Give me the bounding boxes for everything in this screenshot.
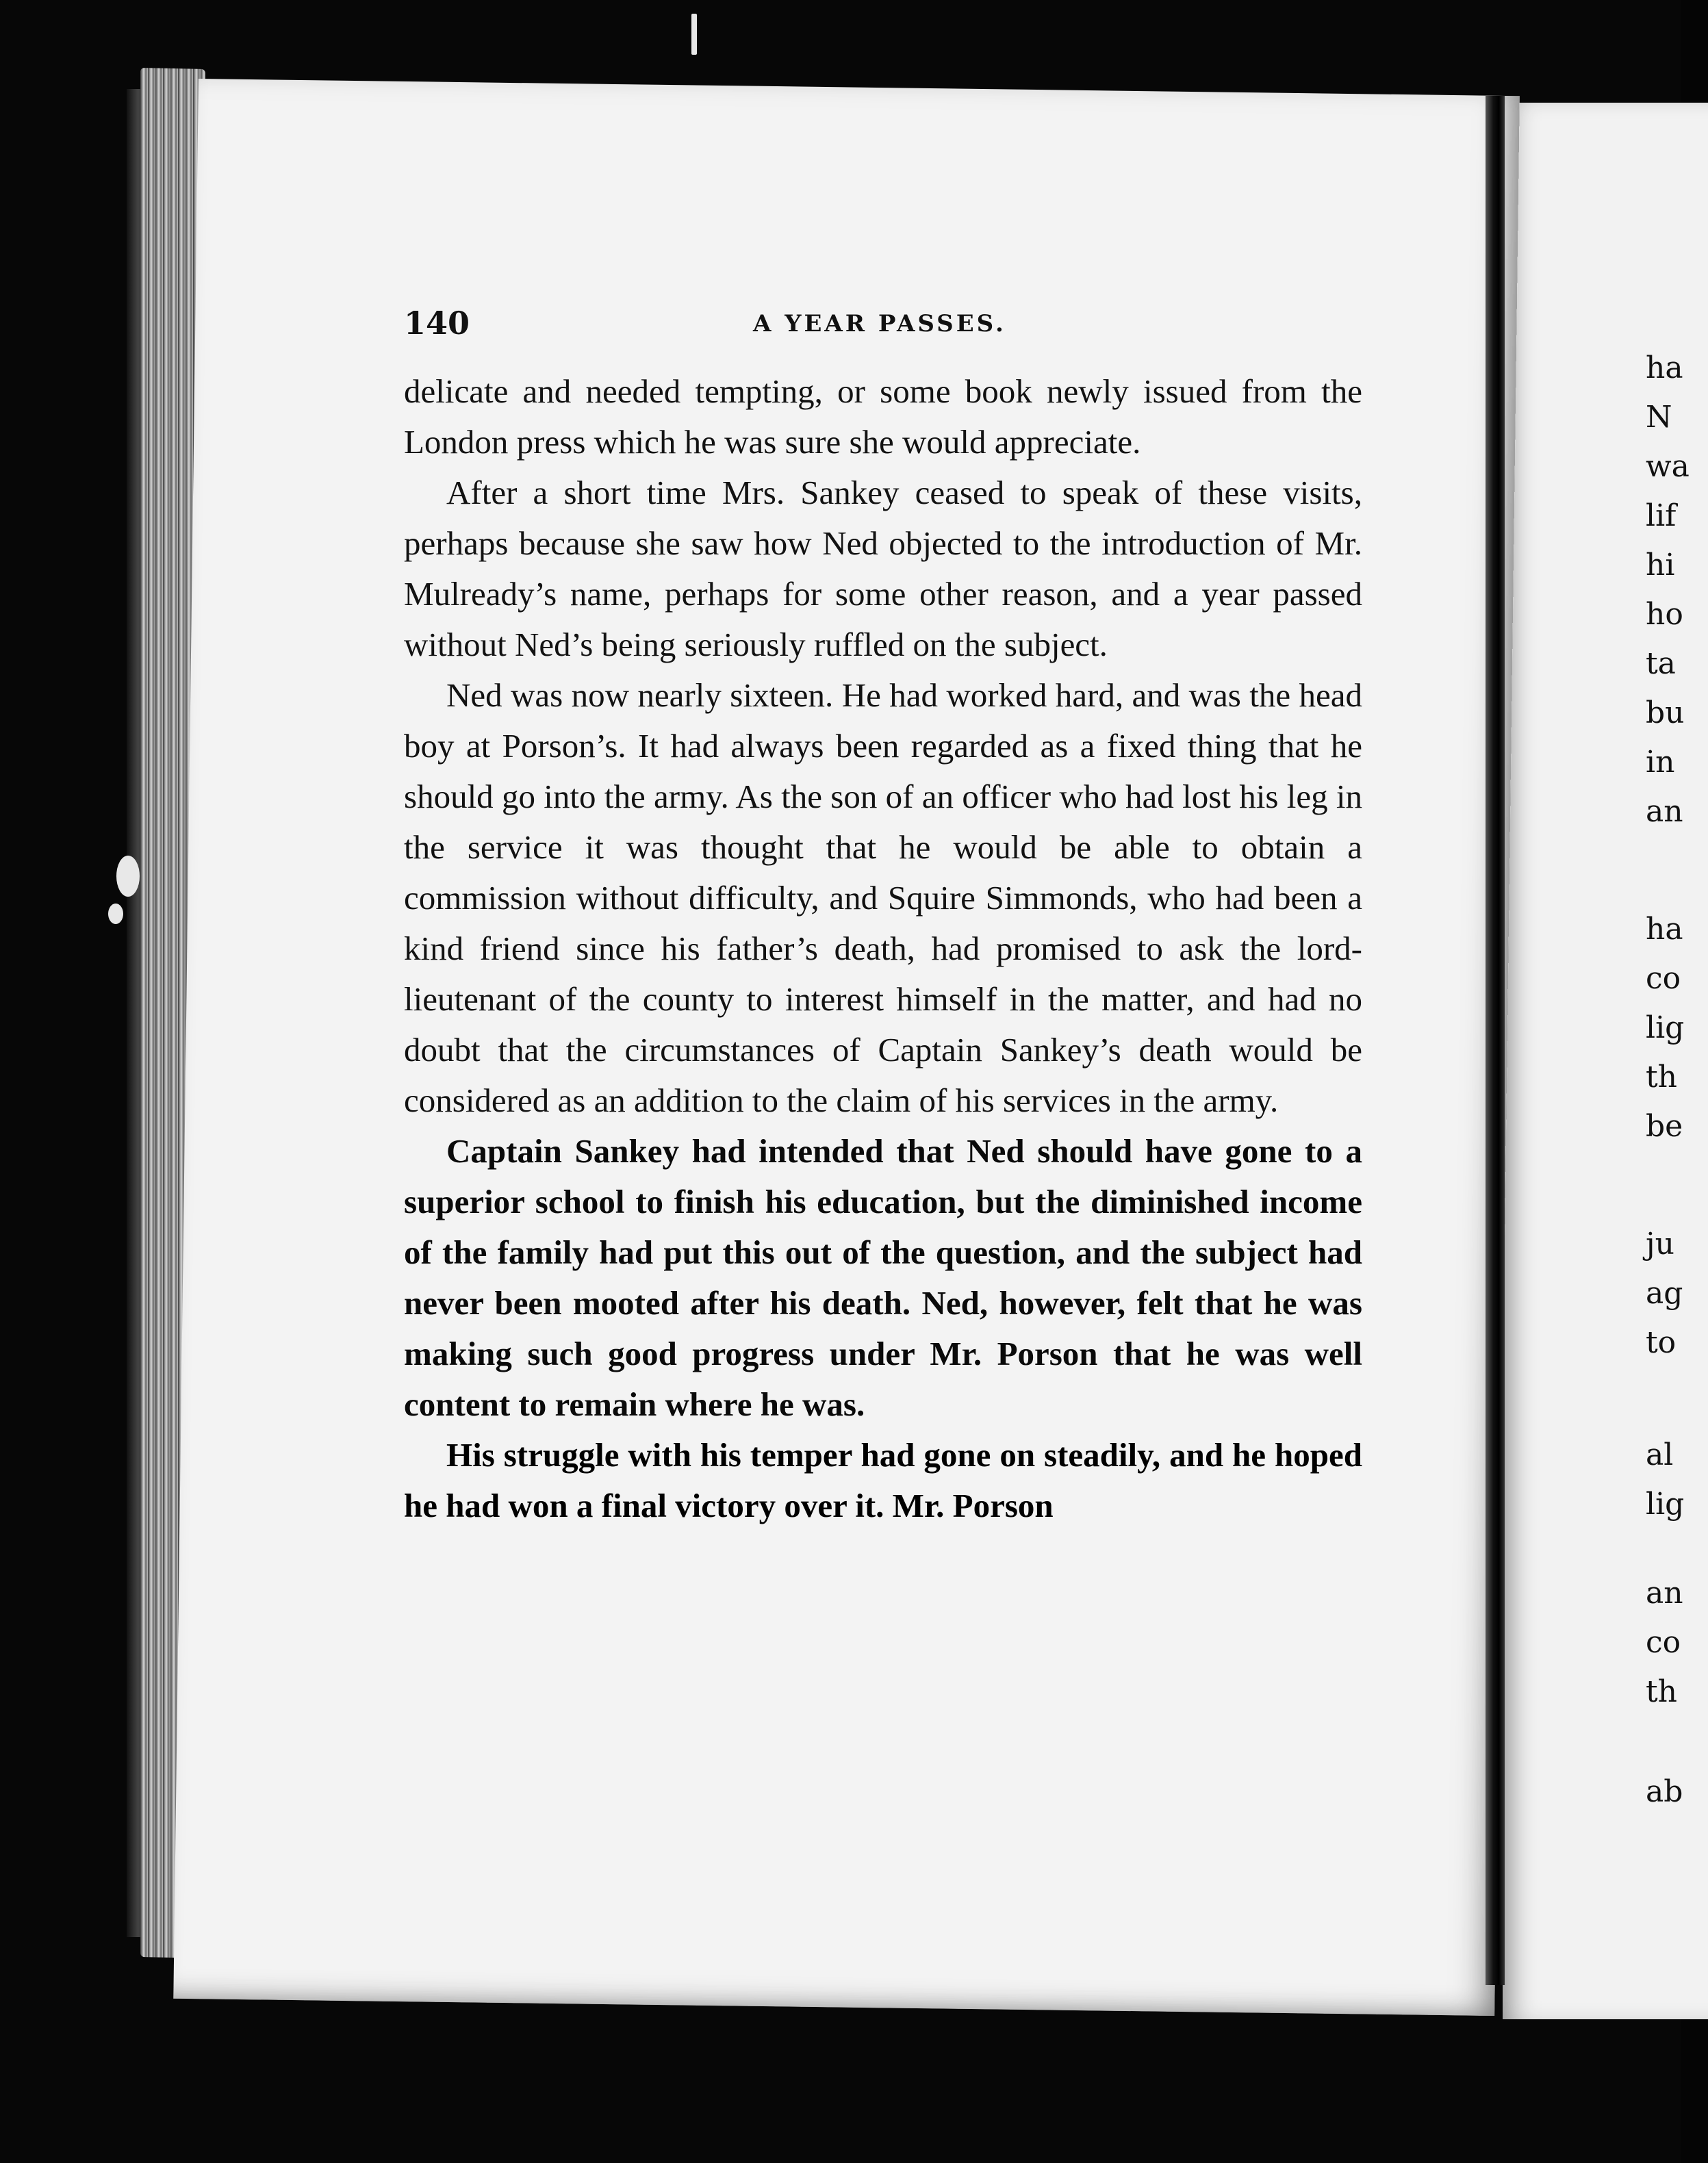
fragment-line: co (1646, 1625, 1681, 1660)
fragment-line: ho (1646, 597, 1683, 632)
fragment-line: th (1646, 1060, 1678, 1095)
fragment-line: ha (1646, 912, 1683, 947)
paragraph: His struggle with his temper had gone on steadily, and he hoped he had won a final victory over it. Mr. Porson (404, 1436, 1362, 1524)
fragment-line: bu (1646, 695, 1685, 730)
fragment-line: lig (1646, 1010, 1685, 1045)
fragment-line: lif (1646, 498, 1677, 533)
fragment-line: ab (1646, 1774, 1683, 1809)
fragment-line: lig (1646, 1487, 1685, 1522)
fragment-line: an (1646, 794, 1683, 829)
fragment-line: in (1646, 745, 1675, 780)
fragment-line: to (1646, 1325, 1677, 1360)
fragment-line: be (1646, 1109, 1683, 1144)
paragraph: delicate and needed tempting, or some book newly issued from the London press which he was sure she would appreciate. (404, 372, 1362, 461)
fragment-line: wa (1646, 449, 1690, 484)
fragment-line: co (1646, 961, 1681, 996)
fragment-line: al (1646, 1437, 1674, 1472)
book-gutter (1486, 96, 1505, 1985)
paragraph: Ned was now nearly sixteen. He had worked hard, and was the head boy at Porson’s. It had always been regarded as a fixed thing that he should go into the army. As the son of an officer who had lost his leg in the service it was thought that he would be able to obtain a commission without difficulty, and Squire Simmonds, who had been a kind friend since his father’s death, had promised to ask the lord-lieutenant of the county to interest himself in the matter, and had no doubt that the circumstances of Captain Sankey’s death would be considered as an addition to the claim of his services in the army. (404, 676, 1362, 1119)
speck (108, 904, 123, 924)
fragment-line: ju (1646, 1227, 1674, 1262)
fragment-line: th (1646, 1674, 1678, 1709)
fragment-line: hi (1646, 548, 1675, 583)
chapter-running-title: A YEAR PASSES. (753, 310, 1006, 337)
speck (691, 14, 697, 55)
paragraph: Captain Sankey had intended that Ned should have gone to a superior school to finish his education, but the diminished income of the family had put this out of the question, and the subject had never been mooted after his death. Ned, however, felt that he was making such good progress under Mr. Porson that he was well content to remain where he was. (404, 1132, 1362, 1423)
fragment-line: an (1646, 1576, 1683, 1611)
fragment-line: ha (1646, 350, 1683, 385)
fragment-line: ta (1646, 646, 1676, 681)
speck (116, 856, 140, 897)
page-body-text (404, 366, 1362, 1531)
fragment-line: N (1646, 400, 1672, 435)
page-number: 140 (404, 305, 470, 342)
running-head (404, 305, 1349, 346)
paragraph: After a short time Mrs. Sankey ceased to speak of these visits, perhaps because she saw how Ned objected to the introduction of Mr. Mulready’s name, perhaps for some other reason, and a year passed without Ned’s being seriously ruffled on the subject. (404, 474, 1362, 663)
fragment-line: ag (1646, 1276, 1683, 1311)
